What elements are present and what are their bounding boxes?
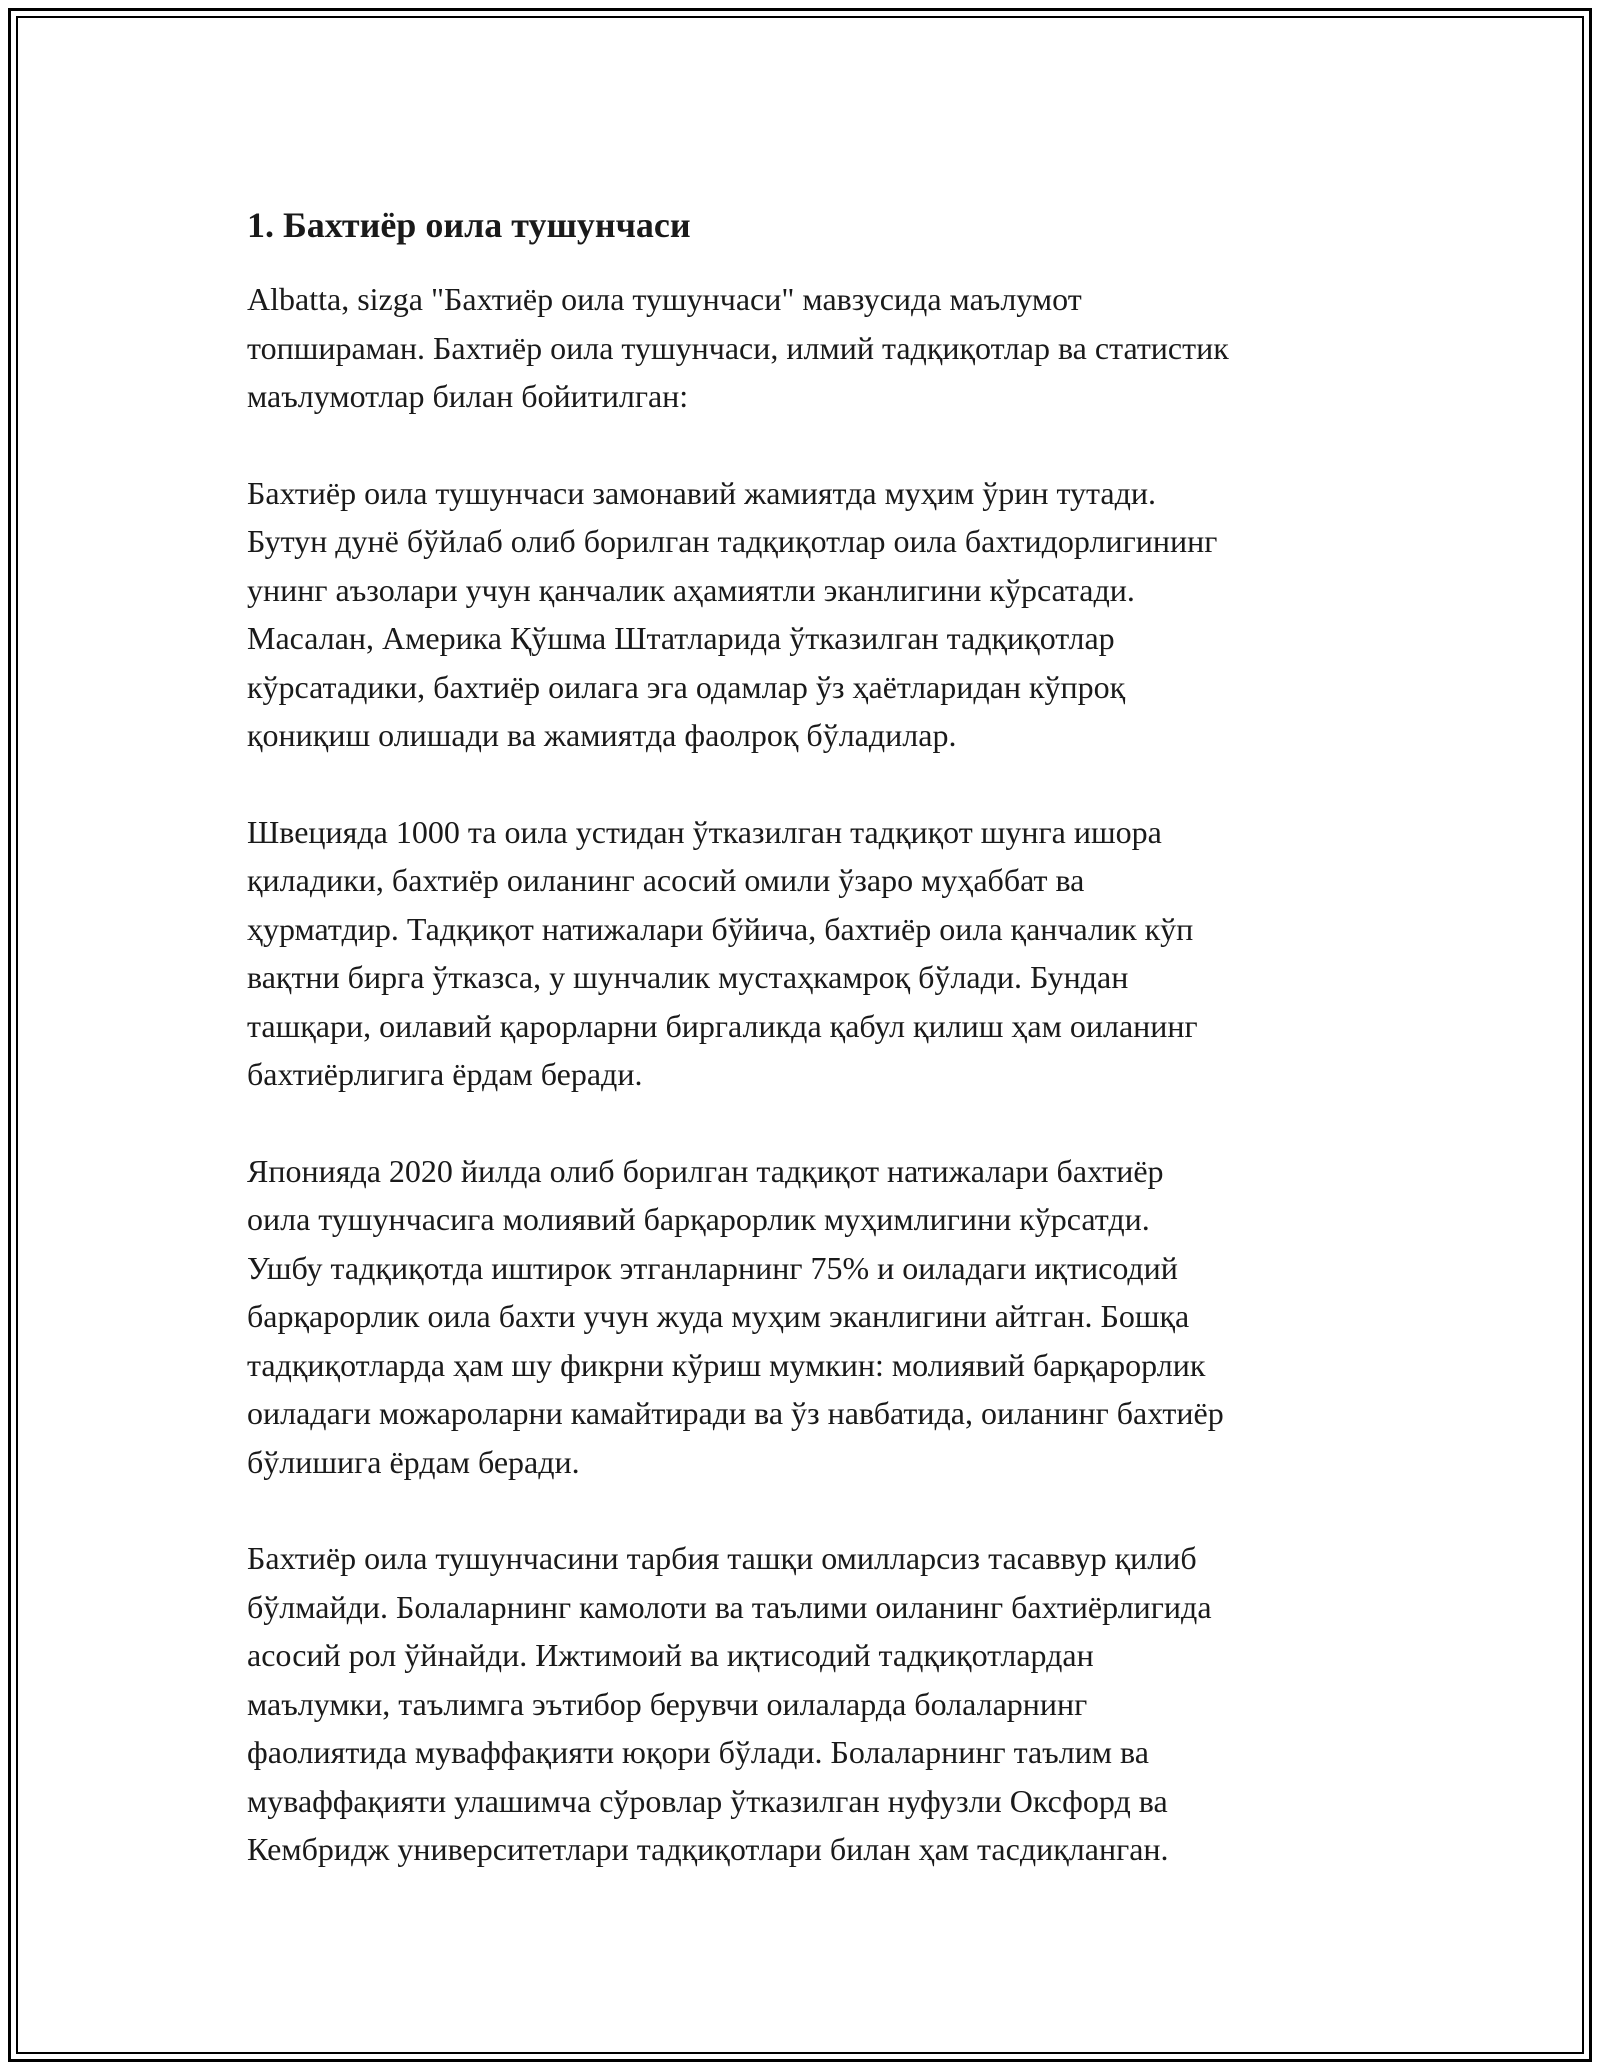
section-heading: 1. Бахтиёр оила тушунчаси (247, 205, 691, 245)
paragraph-education: Бахтиёр оила тушунчасини тарбия ташқи омилларсиз тасаввур қилиб бўлмайди. Болаларнинг камолоти ва таълими оиланинг бахтиёрлигида асосий рол ўйнайди. Ижтимоий ва иқтисодий тадқиқотлардан маълумки, таълимга эътибор берувчи оилаларда болаларнинг фаолиятида муваффақияти юқори бўлади. Болаларнинг таълим ва муваффақияти улашимча сўровлар ўтказилган нуфузли Оксфорд ва Кембридж университетлари тадқиқотлари билан ҳам тасдиқланган. (247, 1540, 1212, 1867)
document-body (247, 201, 1387, 1922)
paragraph-sweden-study: Швецияда 1000 та оила устидан ўтказилган тадқиқот шунга ишора қиладики, бахтиёр оиланинг асосий омили ўзаро муҳаббат ва ҳурматдир. Тадқиқот натижалари бўйича, бахтиёр оила қанчалик кўп вақтни бирга ўтказса, у шунчалик мустаҳкамроқ бўлади. Бундан ташқари, оилавий қарорларни биргаликда қабул қилиш ҳам оиланинг бахтиёрлигига ёрдам беради. (247, 813, 1198, 1092)
page-frame (8, 8, 1592, 2062)
paragraph-usa-study: Бахтиёр оила тушунчаси замонавий жамиятда муҳим ўрин тутади. Бутун дунё бўйлаб олиб борилган тадқиқотлар оила бахтидорлигининг унинг аъзолари учун қанчалик аҳамиятли эканлигини кўрсатади. Масалан, Америка Қўшма Штатларида ўтказилган тадқиқотлар кўрсатадики, бахтиёр оилага эга одамлар ўз ҳаётларидан кўпроқ қониқиш олишади ва жамиятда фаолроқ бўладилар. (247, 474, 1218, 753)
paragraph-japan-study: Японияда 2020 йилда олиб борилган тадқиқот натижалари бахтиёр оила тушунчасига молиявий барқарорлик муҳимлигини кўрсатди. Ушбу тадқиқотда иштирок этганларнинг 75% и оиладаги иқтисодий барқарорлик оила бахти учун жуда муҳим эканлигини айтган. Бошқа тадқиқотларда ҳам шу фикрни кўриш мумкин: молиявий барқарорлик оиладаги можароларни камайтиради ва ўз навбатида, оиланинг бахтиёр бўлишига ёрдам беради. (247, 1152, 1224, 1480)
paragraph-intro: Albatta, sizga "Бахтиёр оила тушунчаси" мавзусида маълумот топшираман. Бахтиёр оила тушунчаси, илмий тадқиқотлар ва статистик маълумотлар билан бойитилган: (247, 281, 1229, 414)
